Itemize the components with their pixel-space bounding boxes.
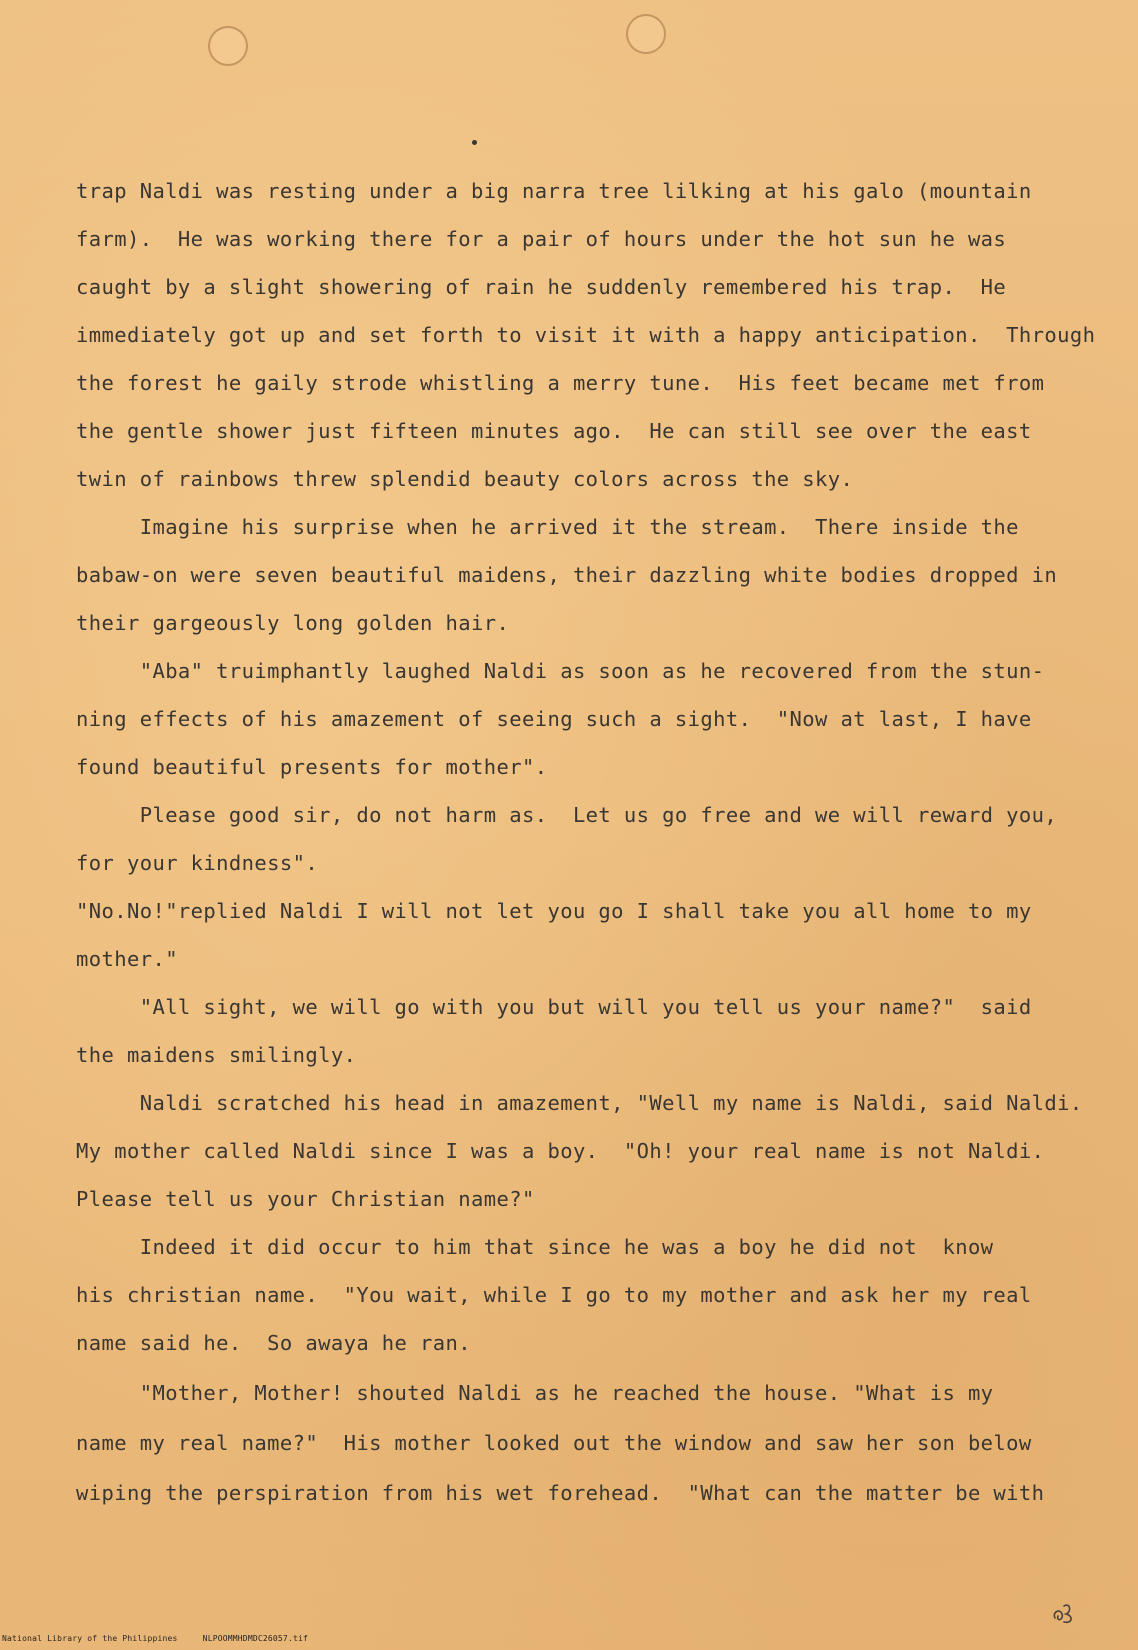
text-line: Please tell us your Christian name?" — [76, 1187, 535, 1211]
text-line: Indeed it did occur to him that since he was a boy he did not know — [76, 1235, 994, 1259]
text-line: twin of rainbows threw splendid beauty colors across the sky. — [76, 467, 854, 491]
footer-library: National Library of the Philippines — [2, 1634, 178, 1643]
text-line: "No.No!"replied Naldi I will not let you go I shall take you all home to my — [76, 899, 1032, 923]
footer-filename: NLPOOMMHDMDC26057.tif — [202, 1634, 309, 1643]
text-line: found beautiful presents for mother". — [76, 755, 548, 779]
text-line: ning effects of his amazement of seeing such a sight. "Now at last, I have — [76, 707, 1032, 731]
text-line: the maidens smilingly. — [76, 1043, 357, 1067]
text-line: "Aba" truimphantly laughed Naldi as soon as he recovered from the stun- — [76, 659, 1045, 683]
text-line: caught by a slight showering of rain he suddenly remembered his trap. He — [76, 275, 1007, 299]
text-line: name my real name?" His mother looked out the window and saw her son below — [76, 1431, 1032, 1455]
text-line: name said he. So awaya he ran. — [76, 1331, 472, 1355]
archive-footer — [2, 1634, 308, 1643]
text-line: farm). He was working there for a pair of hours under the hot sun he was — [76, 227, 1007, 251]
text-line: wiping the perspiration from his wet forehead. "What can the matter be with — [76, 1481, 1045, 1505]
text-line: babaw-on were seven beautiful maidens, their dazzling white bodies dropped in — [76, 563, 1058, 587]
text-line: their gargeously long golden hair. — [76, 611, 510, 635]
handwritten-page-mark-icon — [1050, 1598, 1076, 1626]
punch-hole-left — [208, 26, 248, 66]
text-line: the forest he gaily strode whistling a merry tune. His feet became met from — [76, 371, 1045, 395]
text-line: My mother called Naldi since I was a boy. "Oh! your real name is not Naldi. — [76, 1139, 1045, 1163]
text-line: the gentle shower just fifteen minutes ago. He can still see over the east — [76, 419, 1032, 443]
text-line: Imagine his surprise when he arrived it the stream. There inside the — [76, 515, 1019, 539]
punch-hole-right — [626, 14, 666, 54]
text-line: for your kindness". — [76, 851, 319, 875]
text-line: Please good sir, do not harm as. Let us go free and we will reward you, — [76, 803, 1058, 827]
text-line: Naldi scratched his head in amazement, "Well my name is Naldi, said Naldi. — [76, 1091, 1083, 1115]
text-line: mother." — [76, 947, 178, 971]
text-line: immediately got up and set forth to visit it with a happy anticipation. Through — [76, 323, 1096, 347]
text-line: trap Naldi was resting under a big narra tree lilking at his galo (mountain — [76, 179, 1032, 203]
text-line: his christian name. "You wait, while I go to my mother and ask her my real — [76, 1283, 1032, 1307]
text-line: "All sight, we will go with you but will you tell us your name?" said — [76, 995, 1032, 1019]
ink-dot — [472, 140, 477, 145]
text-line: "Mother, Mother! shouted Naldi as he reached the house. "What is my — [76, 1381, 994, 1405]
